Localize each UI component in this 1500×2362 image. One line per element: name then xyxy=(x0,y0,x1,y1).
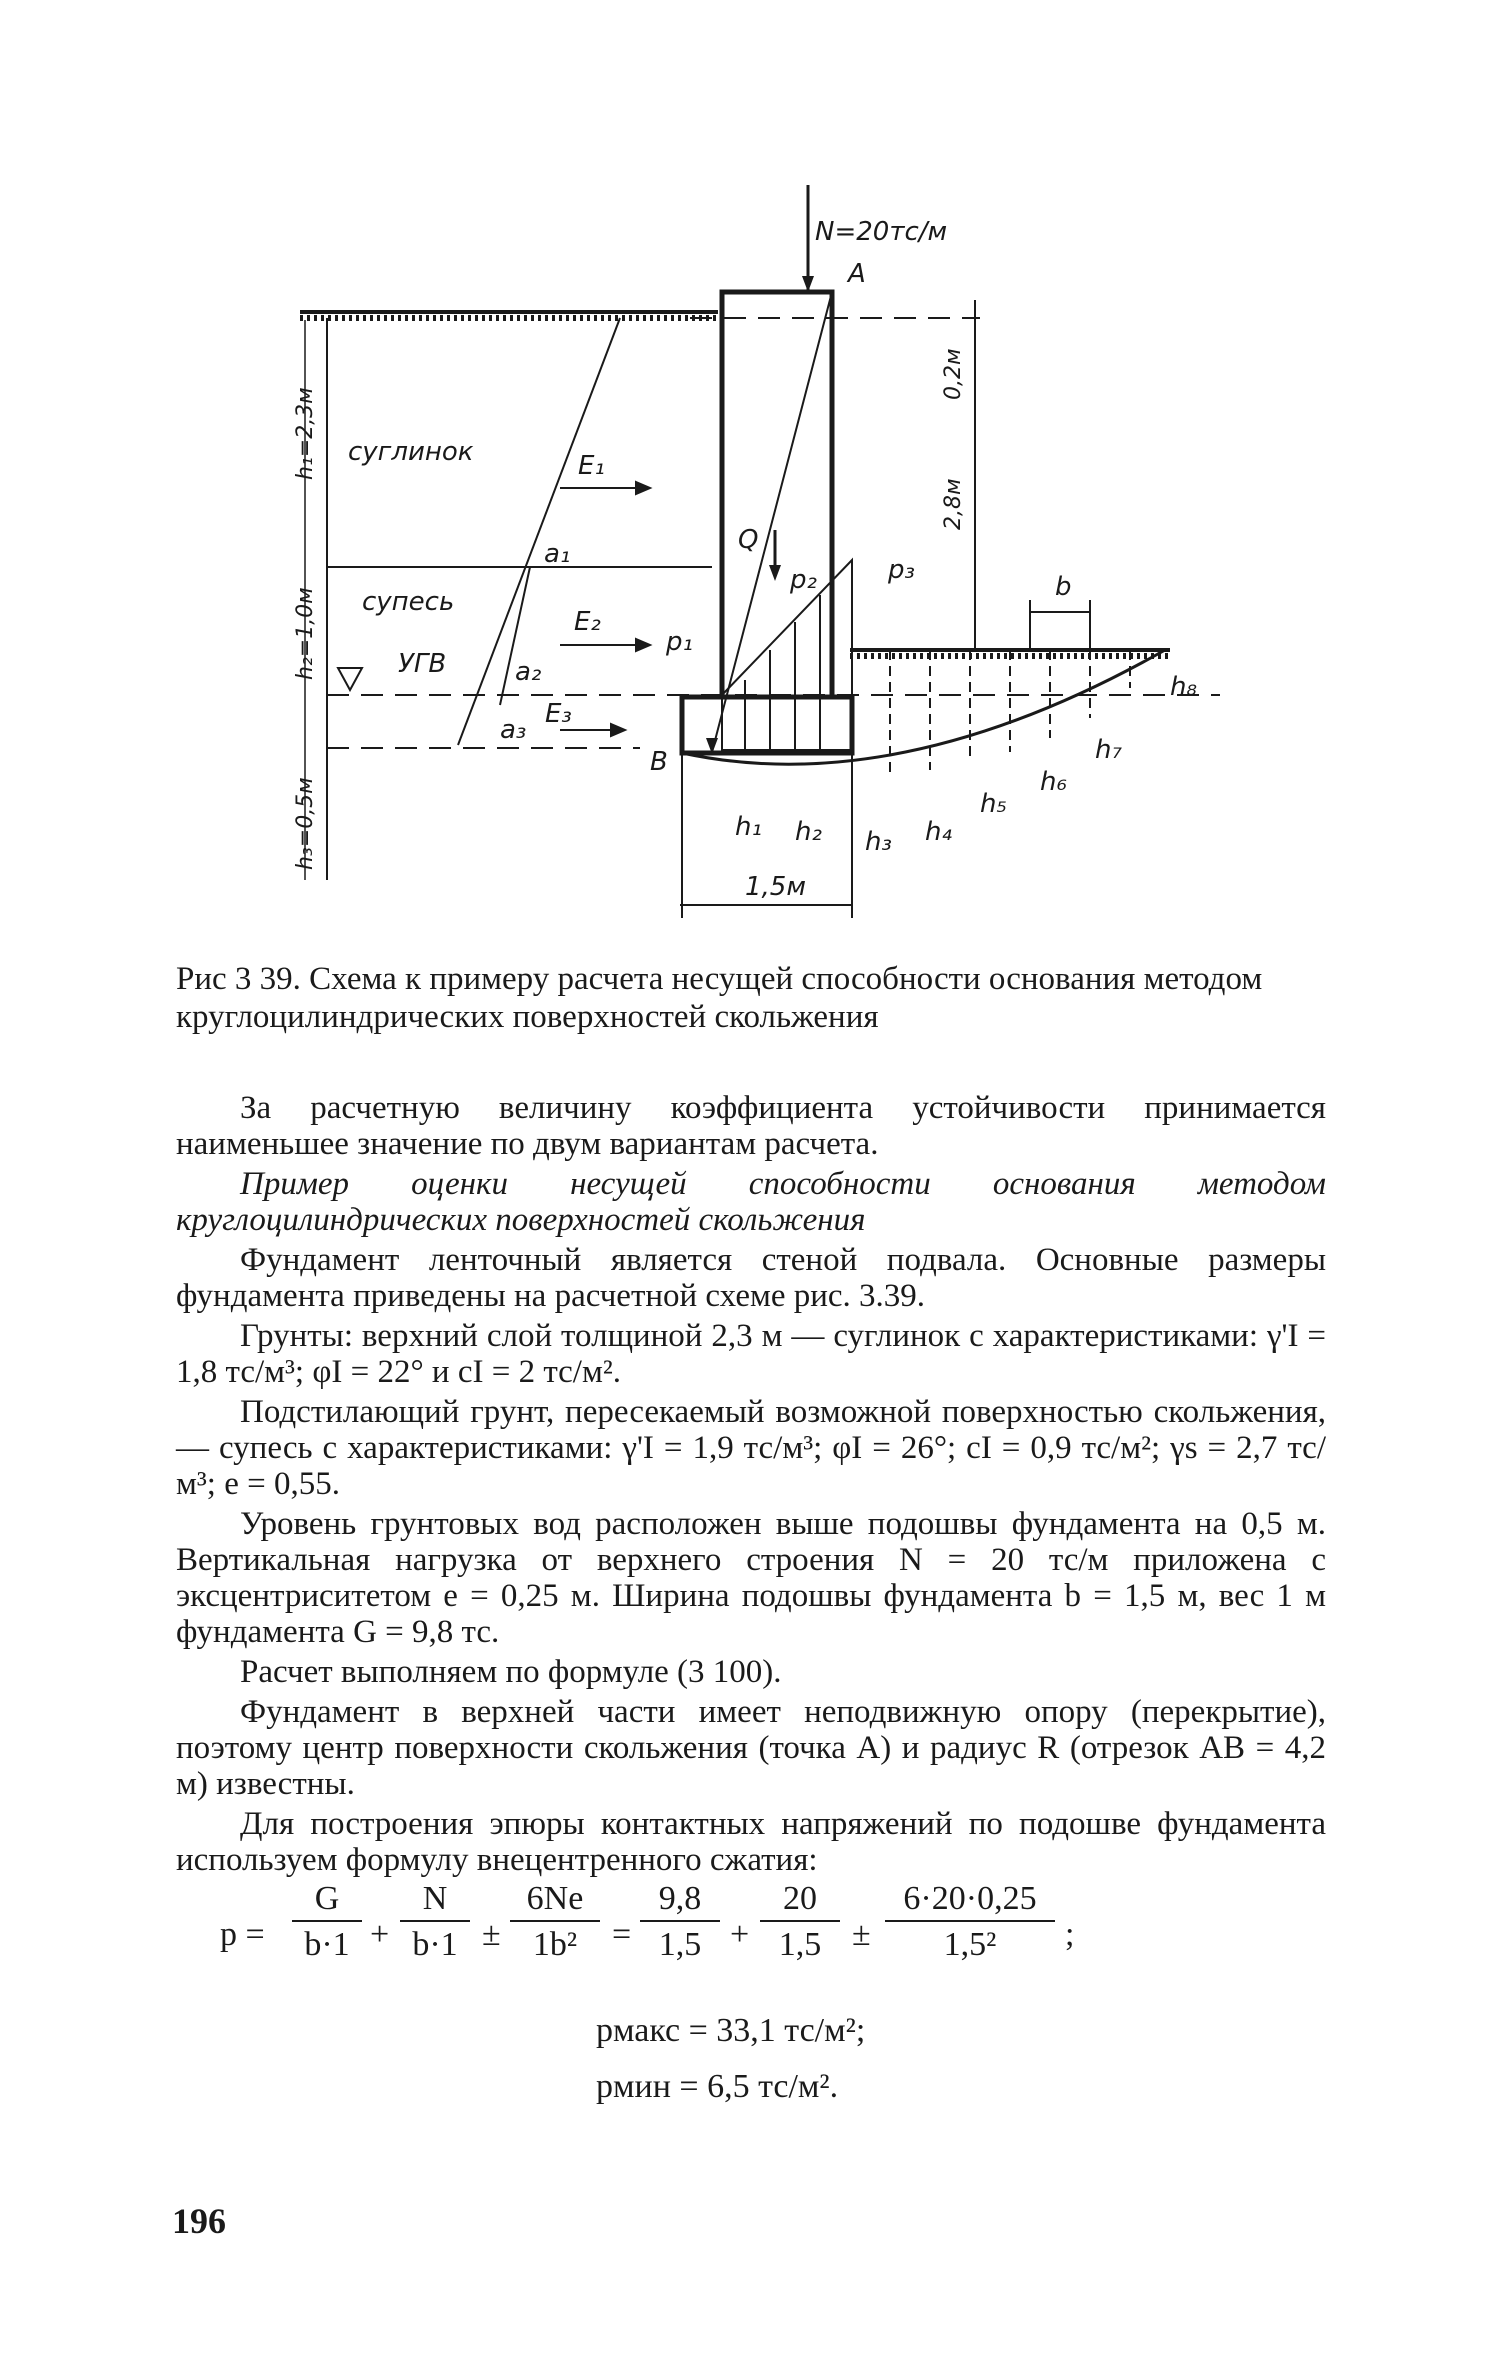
formula-lhs: p = xyxy=(220,1916,265,1953)
pmax-result: pмакс = 33,1 тс/м²; xyxy=(596,2012,866,2049)
fraction-2: $\frac{N}{b\cdot 1}$ xyxy=(400,1880,470,1964)
h1-label: h₁=2,3м xyxy=(293,387,318,480)
fraction-5: $\frac{20}{1,5}$ xyxy=(760,1880,840,1964)
pressure-diagram-lines xyxy=(745,595,820,750)
fraction-3: $\frac{6Ne}{\text{1b²}}$ xyxy=(510,1880,600,1964)
body-text xyxy=(176,1090,1326,1882)
dim-15-label: 1,5м xyxy=(745,872,806,902)
h5-slice-label: h₅ xyxy=(980,789,1007,819)
e3-label: E₃ xyxy=(545,699,572,729)
fraction-6: $\frac{6\cdot 20\cdot 0,25}{\text{1,5²}}$ xyxy=(885,1880,1055,1964)
figure-caption xyxy=(176,960,1326,1036)
paragraph-5: Подстилающий грунт, пересекаемый возможной поверхностью скольжения, — супесь с характеристиками: γ'I = 1,9 тс/м³; φI = 26°; cI = 0,9 тс/м²; γs = 2,7 тс/м³; e = 0,55. xyxy=(176,1394,1326,1502)
soil2-label: супесь xyxy=(362,587,455,617)
water-level-triangle xyxy=(338,668,362,690)
paragraph-9: Для построения эпюры контактных напряжений по подошве фундамента используем формулу внецентренного сжатия: xyxy=(176,1806,1326,1878)
h2-slice-label: h₂ xyxy=(795,817,822,847)
pressure-formula: p = $\frac{G}{b\cdot 1}$ + $\frac{N}{b\cdot 1}$ ± $\frac{6Ne}{\text{1b²}}$ = $\frac{9,8}{1,5}$ + $\frac{20}{1,5}$ ± $\frac{6\cdot 20\cdot 0,25}{\text{1,5²}}$ ; xyxy=(220,1880,1075,1963)
p3-label: p₃ xyxy=(888,555,915,585)
h3-slice-label: h₃ xyxy=(865,827,892,857)
b-label: b xyxy=(1055,572,1072,602)
h7-slice-label: h₇ xyxy=(1095,735,1122,765)
slip-surface xyxy=(682,650,1165,764)
h4-slice-label: h₄ xyxy=(925,817,952,847)
h3-label: h₃=0,5м xyxy=(293,777,318,870)
h8-slice-label: h₈ xyxy=(1170,672,1197,702)
water-level-label: УГВ xyxy=(398,649,447,679)
p1-label: p₁ xyxy=(666,627,693,657)
h1-slice-label: h₁ xyxy=(735,812,762,842)
fraction-1: $\frac{G}{b\cdot 1}$ xyxy=(292,1880,362,1964)
point-b-label: B xyxy=(650,747,668,777)
example-heading: Пример оценки несущей способности основания методом круглоцилиндрических поверхностей скольжения xyxy=(176,1166,1326,1238)
paragraph-4: Грунты: верхний слой толщиной 2,3 м — суглинок с характеристиками: γ'I = 1,8 тс/м³; φI = 22° и cI = 2 тс/м². xyxy=(176,1318,1326,1390)
h2-label: h₂=1,0м xyxy=(293,587,318,680)
slice-lines xyxy=(890,650,1130,775)
load-label: N=20тс/м xyxy=(815,217,948,247)
fraction-4: $\frac{9,8}{1,5}$ xyxy=(640,1880,720,1964)
a2-label: a₂ xyxy=(515,657,542,687)
paragraph-1: За расчетную величину коэффициента устойчивости принимается наименьшее значение по двум вариантам расчета. xyxy=(176,1090,1326,1162)
e1-label: E₁ xyxy=(578,451,605,481)
soil1-label: суглинок xyxy=(348,437,474,467)
pmin-result: pмин = 6,5 тс/м². xyxy=(596,2068,839,2105)
a3-label: a₃ xyxy=(500,715,527,745)
calculation-scheme-figure xyxy=(0,0,1500,960)
q-label: Q xyxy=(738,525,759,555)
caption-text: Рис 3 39. Схема к примеру расчета несущей способности основания методом круглоцилиндрических поверхностей скольжения xyxy=(176,961,1263,1035)
foundation-footing xyxy=(682,697,852,753)
page-number: 196 xyxy=(172,2201,226,2241)
a1-label: a₁ xyxy=(544,539,571,569)
scheme-drawing xyxy=(0,0,1500,960)
dim-28-label: 2,8м xyxy=(941,478,966,530)
paragraph-7: Расчет выполняем по формуле (3 100). xyxy=(240,1654,782,1690)
h6-slice-label: h₆ xyxy=(1040,767,1067,797)
dim-02-label: 0,2м xyxy=(941,348,966,400)
radius-line xyxy=(712,292,832,752)
paragraph-8: Фундамент в верхней части имеет неподвижную опору (перекрытие), поэтому центр поверхности скольжения (точка A) и радиус R (отрезок AB = 4,2 м) известны. xyxy=(176,1694,1326,1802)
paragraph-6: Уровень грунтовых вод расположен выше подошвы фундамента на 0,5 м. Вертикальная нагрузка от верхнего строения N = 20 тс/м приложена с эксцентриситетом e = 0,25 м. Ширина подошвы фундамента b = 1,5 м, вес 1 м фундамента G = 9,8 тс. xyxy=(176,1506,1326,1650)
point-a-label: A xyxy=(848,259,866,289)
p2-label: p₂ xyxy=(790,565,817,595)
e2-label: E₂ xyxy=(574,607,601,637)
paragraph-3: Фундамент ленточный является стеной подвала. Основные размеры фундамента приведены на расчетной схеме рис. 3.39. xyxy=(176,1242,1326,1314)
ground-hatch-left xyxy=(300,312,718,318)
